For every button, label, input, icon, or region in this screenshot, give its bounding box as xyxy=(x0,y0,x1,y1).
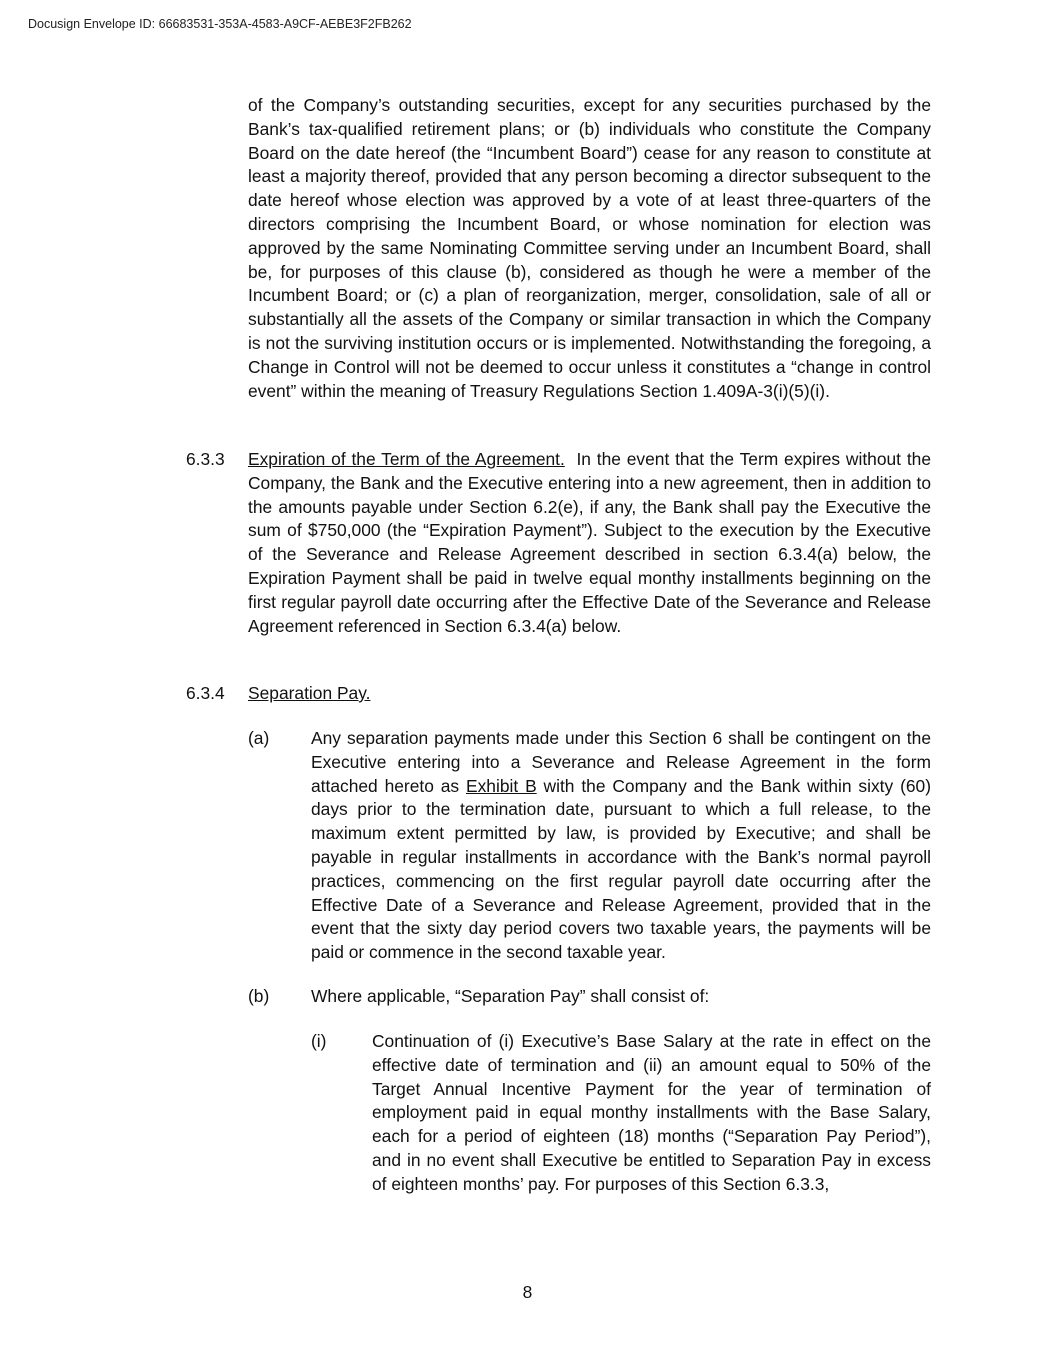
section-6-3-4-heading-line xyxy=(248,682,931,706)
item-a-label: (a) xyxy=(248,728,270,748)
item-a-text-before: Any separation payments made under this Section 6 shall be contingent on the Executive entering into a Severance and Release Agreement in the form attached hereto as xyxy=(311,728,931,796)
section-number-6-3-3: 6.3.3 xyxy=(186,449,225,469)
item-b-label: (b) xyxy=(248,986,270,1006)
envelope-id: Docusign Envelope ID: 66683531-353A-4583-A9CF-AEBE3F2FB262 xyxy=(28,17,412,31)
item-a-text-after: with the Company and the Bank within sixty (60) days prior to the termination date, pursuant to which a full release, to the maximum extent permitted by law, is provided by Executive; and shall be payable in regular installments in accordance with the Bank’s normal payroll practices, commencing on the first regular payroll date occurring after the Effective Date of a Severance and Release Agreement, provided that in the event that the sixty day period covers two taxable years, the payments will be paid or commence in the second taxable year. xyxy=(311,775,931,963)
continuation-paragraph: of the Company’s outstanding securities, except for any securities purchased by the Bank’s tax-qualified retirement plans; or (b) individuals who constitute the Company Board on the date hereof (the “Incumbent Board”) cease for any reason to constitute at least a majority thereof, provided that any person becoming a director subsequent to the date hereof whose election was approved by a vote of at least three-quarters of the directors comprising the Incumbent Board, or whose nomination for election was approved by the same Nominating Committee serving under an Incumbent Board, shall be, for purposes of this clause (b), considered as though he were a member of the Incumbent Board; or (c) a plan of reorganization, merger, consolidation, sale of all or substantially all the assets of the Company or similar transaction in which the Company is not the surviving institution occurs or is implemented. Notwithstanding the foregoing, a Change in Control will not be deemed to occur unless it constitutes a “change in control event” within the meaning of Treasury Regulations Section 1.409A-3(i)(5)(i). xyxy=(248,95,931,401)
item-i-label: (i) xyxy=(311,1031,327,1051)
section-6-3-3-paragraph xyxy=(248,448,936,638)
section-number-6-3-4: 6.3.4 xyxy=(186,683,225,703)
exhibit-b-reference: Exhibit B xyxy=(466,775,537,796)
section-6-3-3-text: In the event that the Term expires without the Company, the Bank and the Executive entering into a new agreement, then in addition to the amounts payable under Section 6.2(e), if any, the Bank shall pay the Executive the sum of $750,000 (the “Expiration Payment”). Subject to the execution by the Executive of the Severance and Release Agreement described in section 6.3.4(a) below, the Expiration Payment shall be paid in twelve equal monthy installments beginning on the first regular payroll date occurring after the Effective Date of the Severance and Release Agreement referenced in Section 6.3.4(a) below. xyxy=(248,449,936,636)
section-6-3-4-heading: Separation Pay. xyxy=(248,683,371,703)
item-i-paragraph: Continuation of (i) Executive’s Base Salary at the rate in effect on the effective date of termination and (ii) an amount equal to 50% of the Target Annual Incentive Payment for the year of termination of employment paid in equal monthy installments with the Base Salary, each for a period of eighteen (18) months (“Separation Pay Period”), and in no event shall Executive be entitled to Separation Pay in excess of eighteen months’ pay. For purposes of this Section 6.3.3, xyxy=(372,1031,931,1194)
item-b-text: Where applicable, “Separation Pay” shall consist of: xyxy=(311,986,710,1006)
page-number: 8 xyxy=(522,1282,533,1302)
section-6-3-3-heading: Expiration of the Term of the Agreement. xyxy=(248,449,565,469)
item-a-paragraph xyxy=(311,727,931,965)
